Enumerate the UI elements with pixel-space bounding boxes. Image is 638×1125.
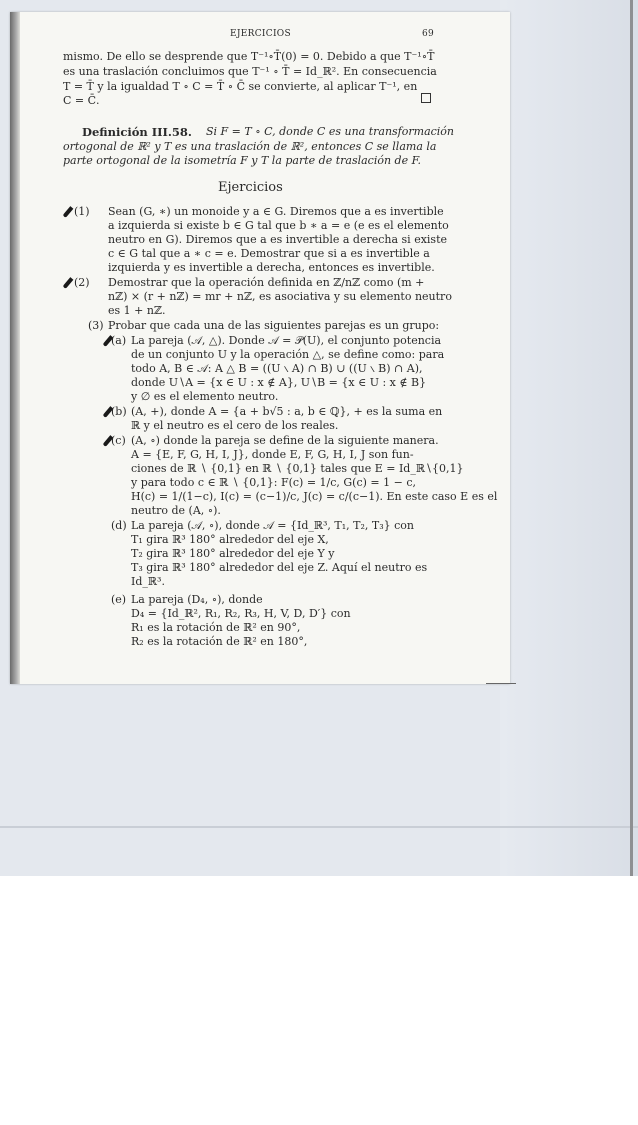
definition-line: ortogonal de ℝ² y T es una traslación de ℝ², entonces C se llama la [63,140,437,153]
qed-icon [421,93,431,103]
intro-line: es una traslación concluimos que T⁻¹ ∘ T̄ = Id_ℝ². En consecuencia [63,65,437,78]
subexercise-line: T₂ gira ℝ³ 180° alrededor del eje Y y [131,547,335,560]
subexercise-line: La pareja (D₄, ∘), donde [131,593,263,606]
exercise-line: c ∈ G tal que a ∗ c = e. Demostrar que si a es invertible a [108,247,430,260]
definition-line: Si F = T ∘ C, donde C es una transformación [206,125,455,138]
exercise-number: (3) [88,319,104,332]
subexercise-line: R₂ es la rotación de ℝ² en 180°, [131,635,308,648]
exercise-line: Sean (G, ∗) un monoide y a ∈ G. Diremos que a es invertible [108,205,444,218]
exercise-line: a izquierda si existe b ∈ G tal que b ∗ a = e (e es el elemento [108,219,449,232]
subexercise-line: A = {E, F, G, H, I, J}, donde E, F, G, H, I, J son fun- [131,448,414,461]
exercise-line: izquierda y es invertible a derecha, entonces es invertible. [108,261,435,274]
exercise-line: nℤ) × (r + nℤ) = mr + nℤ, es asociativa y su elemento neutro [108,290,452,303]
intro-line: C = C̄. [63,94,100,107]
subexercise-line: todo A, B ∈ 𝒜: A △ B = ((U ∖ A) ∩ B) ∪ ((U ∖ B) ∩ A), [131,362,423,375]
exercise-number: (2) [74,276,90,289]
section-title: Ejercicios [218,180,283,195]
definition-label: Definición III.58. [82,125,192,139]
subexercise-label: (b) [111,405,127,418]
subexercise-line: T₃ gira ℝ³ 180° alrededor del eje Z. Aquí el neutro es [131,561,428,574]
exercise-line: Demostrar que la operación definida en ℤ/nℤ como (m + [108,276,425,289]
subexercise-line: T₁ gira ℝ³ 180° alrededor del eje X, [131,533,329,546]
intro-line: T = T̄ y la igualdad T ∘ C = T̄ ∘ C̄ se convierte, al aplicar T⁻¹, en [63,80,418,93]
definition-line: parte ortogonal de la isometría F y T la parte de traslación de F. [63,154,422,167]
subexercise-line: Id_ℝ³. [131,575,165,588]
subexercise-line: R₁ es la rotación de ℝ² en 90°, [131,621,301,634]
exercise-line: neutro en G). Diremos que a es invertible a derecha si existe [108,233,448,246]
subexercise-line: (A, +), donde A = {a + b√5 : a, b ∈ ℚ}, + es la suma en [131,405,443,418]
page-number: 69 [422,29,435,39]
subexercise-line: ciones de ℝ ∖ {0,1} en ℝ ∖ {0,1} tales que E = Id_ℝ∖{0,1} [131,462,464,475]
intro-line: mismo. De ello se desprende que T⁻¹∘T̄(0) = 0. Debido a que T⁻¹∘T̄ [63,50,435,63]
scan-edge [630,0,633,876]
subexercise-line: de un conjunto U y la operación △, se define como: para [131,348,445,361]
subexercise-line: D₄ = {Id_ℝ², R₁, R₂, R₃, H, V, D, D′} con [131,607,351,620]
running-header: EJERCICIOS [230,29,291,39]
subexercise-line: La pareja (𝒜, ∘), donde 𝒜 = {Id_ℝ³, T₁, T₂, T₃} con [131,519,414,532]
subexercise-line: donde U∖A = {x ∈ U : x ∉ A}, U∖B = {x ∈ U : x ∉ B} [131,376,427,389]
exercise-intro: Probar que cada una de las siguientes parejas es un grupo: [108,319,440,332]
exercise-number: (1) [74,205,90,218]
subexercise-line: ℝ y el neutro es el cero de los reales. [131,419,339,432]
scan-divider [0,826,638,828]
subexercise-line: y ∅ es el elemento neutro. [131,390,279,403]
subexercise-label: (e) [111,593,127,606]
scan-shade [500,0,638,876]
subexercise-line: neutro de (A, ∘). [131,504,221,517]
subexercise-line: H(c) = 1/(1−c), I(c) = (c−1)/c, J(c) = c/(c−1). En este caso E es el [131,490,498,503]
page-binding-shadow [10,12,20,684]
page-corner-mark [486,683,516,684]
subexercise-label: (c) [111,434,126,447]
subexercise-line: y para todo c ∈ ℝ ∖ {0,1}: F(c) = 1/c, G(c) = 1 − c, [131,476,417,489]
subexercise-line: La pareja (𝒜, △). Donde 𝒜 = 𝒫(U), el conjunto potencia [131,334,442,347]
subexercise-line: (A, ∘) donde la pareja se define de la siguiente manera. [131,434,439,447]
exercise-line: es 1 + nℤ. [108,304,166,317]
subexercise-label: (d) [111,519,127,532]
subexercise-label: (a) [111,334,127,347]
